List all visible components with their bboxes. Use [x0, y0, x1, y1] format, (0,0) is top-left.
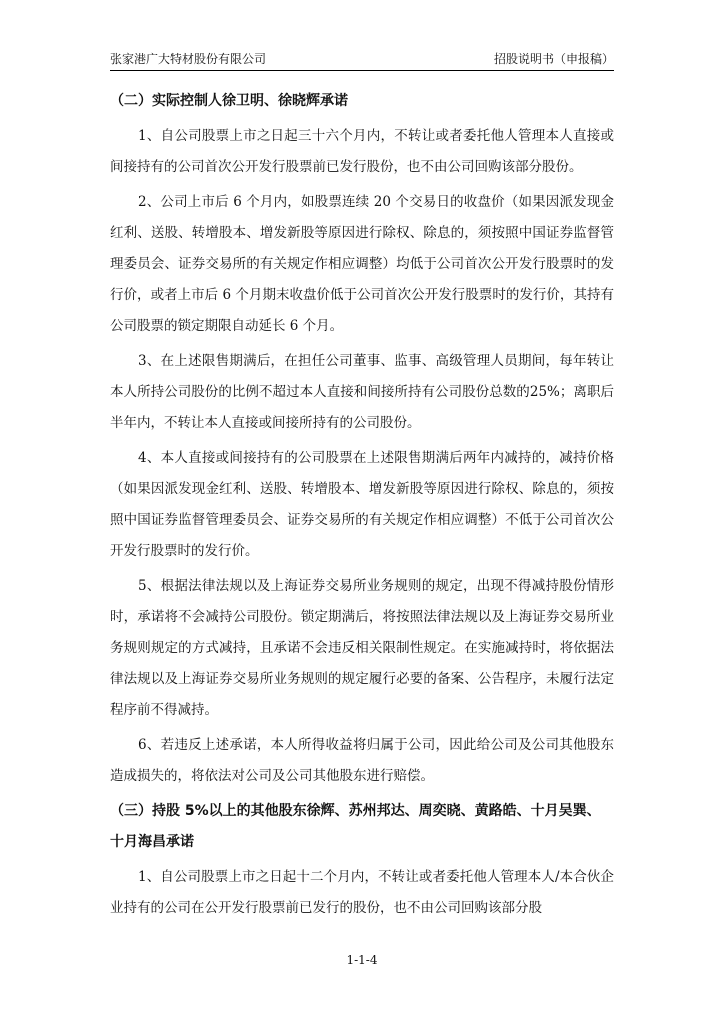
section-heading-controller-commitment: （二）实际控制人徐卫明、徐晓辉承诺 — [110, 93, 348, 109]
commitment-paragraph: 3、在上述限售期满后，在担任公司董事、监事、高级管理人员期间，每年转让本人所持公司股份的比例不超过本人直接和间接所持有公司股份总数的25%；离职后半年内，不转让本人直接或间接所持有的公司股份。 — [110, 353, 614, 431]
document-body — [110, 86, 614, 928]
commitment-paragraph: 2、公司上市后 6 个月内，如股票连续 20 个交易日的收盘价（如果因派发现金红利、送股、转增股本、增发新股等原因进行除权、除息的，须按照中国证券监督管理委员会、证券交易所的有关规定作相应调整）均低于公司首次公开发行股票时的发行价，或者上市后 6 个月期末收盘价低于公司首次公开发行股票时的发行价，其持有公司股票的锁定期限自动延长 6 个月。 — [110, 194, 614, 334]
page-header — [110, 50, 614, 71]
page-number: 1-1-4 — [346, 953, 378, 967]
section-heading-shareholder-commitment: （三）持股 5%以上的其他股东徐辉、苏州邦达、周奕晓、黄路皓、十月吴巽、十月海昌承诺 — [110, 803, 601, 850]
commitment-paragraph: 1、自公司股票上市之日起十二个月内，不转让或者委托他人管理本人/本合伙企业持有的公司在公开发行股票前已发行的股份，也不由公司回购该部分股 — [110, 869, 614, 916]
document-type: 招股说明书（申报稿） — [493, 52, 614, 66]
commitment-paragraph: 6、若违反上述承诺，本人所得收益将归属于公司，因此给公司及公司其他股东造成损失的，将依法对公司及公司其他股东进行赔偿。 — [110, 737, 614, 784]
commitment-paragraph: 5、根据法律法规以及上海证券交易所业务规则的规定，出现不得减持股份情形时，承诺将不会减持公司股份。锁定期满后，将按照法律法规以及上海证券交易所业务规则规定的方式减持，且承诺不会违反相关限制性规定。在实施减持时，将依据法律法规以及上海证券交易所业务规则的规定履行必要的备案、公告程序，未履行法定程序前不得减持。 — [110, 578, 614, 718]
commitment-paragraph: 1、自公司股票上市之日起三十六个月内，不转让或者委托他人管理本人直接或间接持有的公司首次公开发行股票前已发行股份，也不由公司回购该部分股份。 — [110, 128, 614, 175]
commitment-paragraph: 4、本人直接或间接持有的公司股票在上述限售期满后两年内减持的，减持价格（如果因派发现金红利、送股、转增股本、增发新股等原因进行除权、除息的，须按照中国证券监督管理委员会、证券交易所的有关规定作相应调整）不低于公司首次公开发行股票时的发行价。 — [110, 450, 614, 559]
company-name: 张家港广大特材股份有限公司 — [110, 52, 267, 66]
